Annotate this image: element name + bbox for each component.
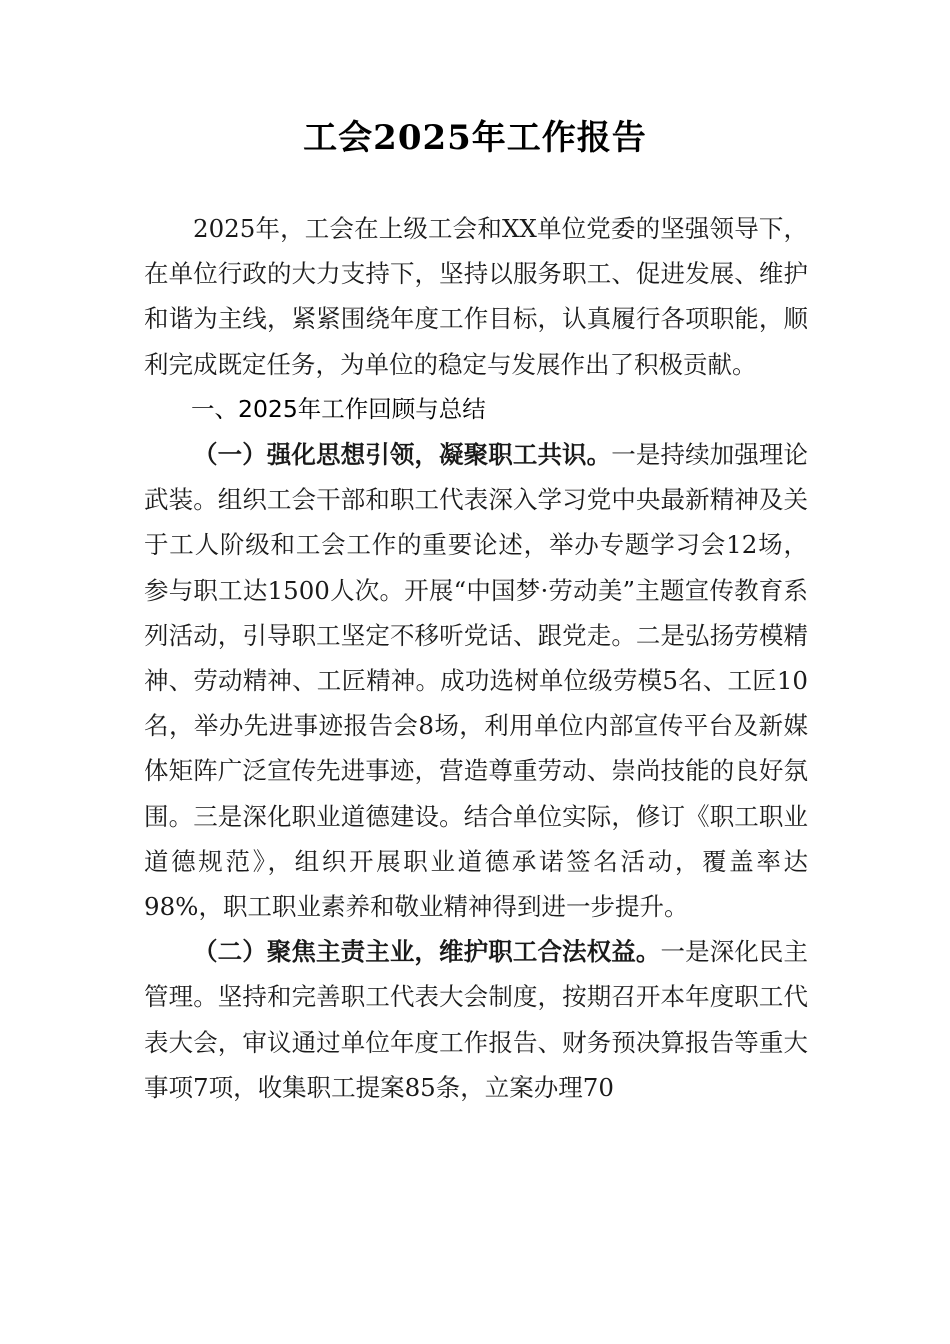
- subsection-paragraph-2: [144, 929, 808, 1110]
- subsection-paragraph-1: [144, 432, 808, 929]
- section-heading: 一、2025年工作回顾与总结: [191, 394, 486, 423]
- intro-paragraph: 2025年，工会在上级工会和XX单位党委的坚强领导下，在单位行政的大力支持下，坚持以服务职工、促进发展、维护和谐为主线，紧紧围绕年度工作目标，认真履行各项职能，顺利完成既定任务，为单位的稳定与发展作出了积极贡献。: [144, 214, 808, 379]
- subsection-text-1: 一是持续加强理论武装。组织工会干部和职工代表深入学习党中央最新精神及关于工人阶级和工会工作的重要论述，举办专题学习会12场，参与职工达1500人次。开展“中国梦·劳动美”主题宣传教育系列活动，引导职工坚定不移听党话、跟党走。二是弘扬劳模精神、劳动精神、工匠精神。成功选树单位级劳模5名、工匠10名，举办先进事迹报告会8场，利用单位内部宣传平台及新媒体矩阵广泛宣传先进事迹，营造尊重劳动、崇尚技能的良好氛围。三是深化职业道德建设。结合单位实际，修订《职工职业道德规范》，组织开展职业道德承诺签名活动，覆盖率达98%，职工职业素养和敬业精神得到进一步提升。: [144, 440, 809, 922]
- subsection-lead-1: （一）强化思想引领，凝聚职工共识。: [193, 440, 612, 470]
- document-body: [144, 206, 808, 1110]
- subsection-text-2: 一是深化民主管理。坚持和完善职工代表大会制度，按期召开本年度职工代表大会，审议通过单位年度工作报告、财务预决算报告等重大事项7项，收集职工提案85条，立案办理70: [144, 937, 809, 1102]
- subsection-lead-2: （二）聚焦主责主业，维护职工合法权益。: [193, 937, 661, 967]
- document-title: 工会2025年工作报告: [303, 118, 647, 158]
